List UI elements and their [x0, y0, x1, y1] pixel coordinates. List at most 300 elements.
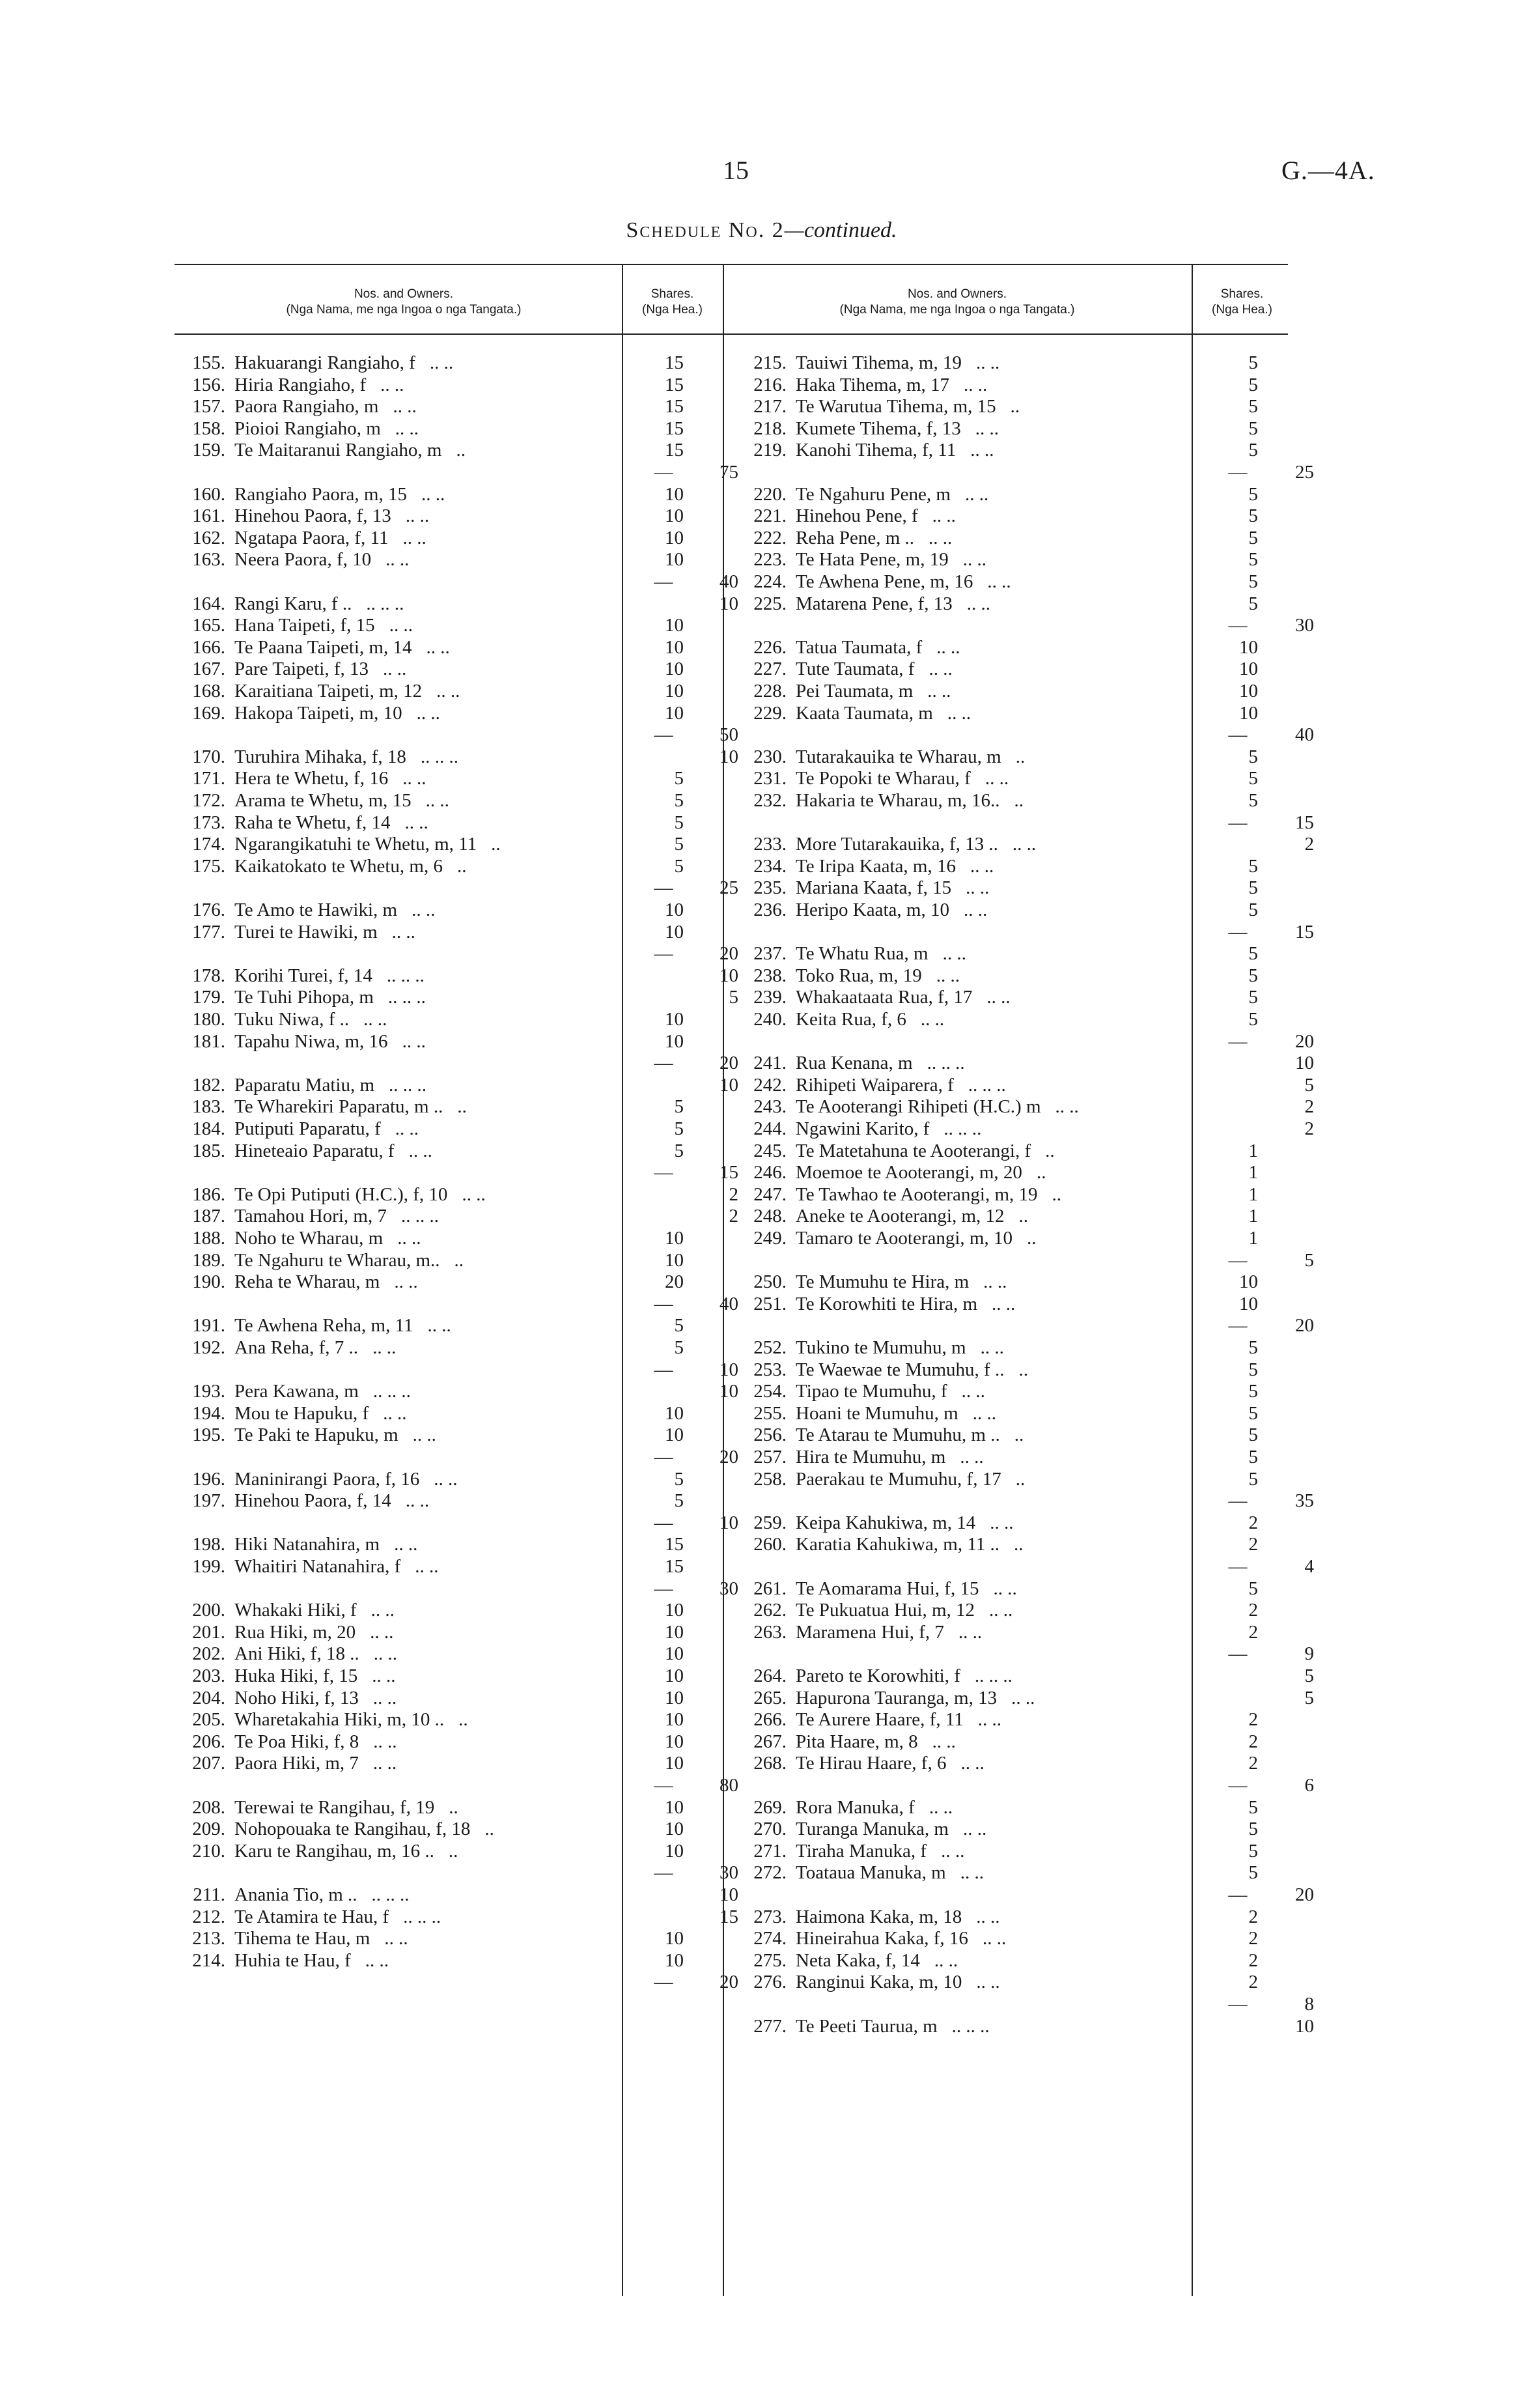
- owner-name-text: Te Paki te Hapuku, m: [234, 1424, 398, 1445]
- leader-dots: .. ..: [394, 1271, 418, 1292]
- owner-name: [796, 374, 987, 396]
- share-total: 10: [720, 965, 738, 986]
- leader-dots: .. ..: [966, 593, 991, 614]
- owner-name: [796, 1599, 1013, 1621]
- leader-dots: .. ..: [962, 549, 986, 570]
- leader-dots: .. ..: [372, 1688, 397, 1708]
- owner-name: [796, 1796, 953, 1819]
- share-value: 5: [1248, 484, 1258, 505]
- share-total: 25: [720, 877, 738, 898]
- share-value: 5: [1248, 375, 1258, 395]
- owner-name: [796, 483, 988, 505]
- owner-number: 270.: [753, 1819, 787, 1839]
- owner-name: [796, 1621, 982, 1643]
- leader-dots: .. ..: [408, 1140, 432, 1161]
- share-total: 5: [1304, 1250, 1314, 1271]
- leader-dots: .. ..: [425, 790, 449, 811]
- owner-name: [796, 899, 987, 921]
- owner-name: [796, 2015, 990, 2037]
- owner-name-text: Ngawini Karito, f: [796, 1118, 930, 1139]
- owner-number: 221.: [753, 505, 787, 526]
- share-value: 10: [665, 681, 684, 701]
- owner-number: 201.: [192, 1622, 225, 1643]
- subtotal-dash: —: [654, 1359, 673, 1380]
- subtotal-dash: —: [654, 1053, 673, 1073]
- subtotal-dash: —: [1228, 812, 1248, 833]
- leader-dots: .. ..: [964, 375, 988, 395]
- owner-number: 239.: [753, 987, 787, 1008]
- owner-number: 266.: [753, 1709, 787, 1730]
- owner-name-text: Heripo Kaata, m, 10: [796, 899, 949, 920]
- share-total: 10: [720, 1359, 738, 1380]
- owner-number: 234.: [753, 856, 787, 877]
- owner-number: 258.: [753, 1469, 787, 1490]
- owner-number: 275.: [753, 1950, 787, 1971]
- owner-number: 177.: [192, 922, 225, 942]
- owner-name: [234, 593, 404, 615]
- share-total: 2: [729, 1184, 738, 1205]
- owner-name-text: Te Korowhiti te Hira, m: [796, 1294, 978, 1314]
- share-value: 10: [665, 1841, 684, 1862]
- owner-number: 222.: [753, 528, 787, 548]
- owner-name-text: Huhia te Hau, f: [234, 1950, 351, 1971]
- owner-number: 251.: [753, 1294, 787, 1314]
- owner-name-text: Te Peeti Taurua, m: [796, 2016, 938, 2037]
- subtotal-dash: —: [654, 1162, 673, 1183]
- owner-number: 232.: [753, 790, 787, 811]
- owner-name: [796, 548, 986, 571]
- owners-header-label: Nos. and Owners.: [354, 287, 454, 301]
- owner-name: [234, 702, 440, 724]
- shares-header-maori: (Nga Hea.): [1212, 303, 1272, 317]
- owner-name-text: Hapurona Tauranga, m, 13: [796, 1688, 998, 1708]
- owner-name-text: Hinehou Pene, f: [796, 505, 918, 526]
- owner-name-text: Kanohi Tihema, f, 11: [796, 440, 957, 460]
- share-value: 10: [665, 615, 684, 636]
- owner-number: 189.: [192, 1250, 225, 1271]
- leader-dots: ..: [1014, 1424, 1024, 1445]
- owner-name: [796, 1927, 1006, 1949]
- owner-name-text: Noho Hiki, f, 13: [234, 1688, 359, 1708]
- share-value: 1: [1248, 1206, 1258, 1226]
- owner-number: 174.: [192, 834, 225, 855]
- owner-name: [234, 1402, 406, 1424]
- owner-name-text: Te Tuhi Pihopa, m: [234, 987, 374, 1008]
- owner-name-text: Rua Hiki, m, 20: [234, 1622, 356, 1643]
- leader-dots: .. .. ..: [974, 1665, 1013, 1686]
- owner-name-text: Pita Haare, m, 8: [796, 1731, 918, 1752]
- owner-name: [796, 1906, 1000, 1928]
- owner-number: 161.: [192, 505, 225, 526]
- subtotal-dash: —: [1228, 922, 1248, 942]
- share-value: 2: [1248, 1928, 1258, 1949]
- subtotal-dash: —: [654, 571, 673, 592]
- owner-name-text: Tatua Taumata, f: [796, 637, 923, 658]
- leader-dots: .. ..: [936, 637, 960, 658]
- owner-name-text: Tiraha Manuka, f: [796, 1841, 927, 1862]
- share-value: 5: [1248, 1009, 1258, 1030]
- leader-dots: .. .. ..: [371, 1884, 410, 1905]
- owner-name: [234, 1884, 410, 1906]
- share-value: 5: [674, 790, 684, 811]
- leader-dots: ..: [1015, 746, 1026, 767]
- leader-dots: .. ..: [365, 1950, 389, 1971]
- owner-name-text: Arama te Whetu, m, 15: [234, 790, 412, 811]
- owner-number: 159.: [192, 440, 225, 460]
- share-total: 15: [1295, 922, 1314, 942]
- subtotal-dash: —: [654, 724, 673, 745]
- share-value: 5: [1248, 440, 1258, 460]
- owner-name-text: Toko Rua, m, 19: [796, 965, 922, 986]
- share-value: 10: [665, 1928, 684, 1949]
- owner-number: 170.: [192, 746, 225, 767]
- owner-name-text: Mou te Hapuku, f: [234, 1403, 369, 1424]
- owner-name: [796, 942, 966, 965]
- owner-number: 167.: [192, 659, 225, 679]
- owner-name-text: Tapahu Niwa, m, 16: [234, 1031, 388, 1052]
- owner-name: [234, 1337, 396, 1359]
- owner-name-text: Hakopa Taipeti, m, 10: [234, 703, 402, 724]
- owner-number: 193.: [192, 1381, 225, 1402]
- owner-number: 269.: [753, 1797, 787, 1818]
- share-total: 5: [1304, 1075, 1314, 1096]
- leader-dots: .. ..: [394, 1534, 418, 1555]
- owner-name: [234, 746, 458, 768]
- share-value: 5: [1248, 549, 1258, 570]
- owner-name-text: Putiputi Paparatu, f: [234, 1118, 381, 1139]
- owner-number: 198.: [192, 1534, 225, 1555]
- share-value: 5: [1248, 571, 1258, 592]
- owner-name-text: Whakaki Hiki, f: [234, 1600, 357, 1621]
- share-total: 10: [1295, 2016, 1314, 2037]
- share-total: 2: [1304, 1118, 1314, 1139]
- owner-name-text: Pei Taumata, m: [796, 681, 914, 701]
- owner-name-text: Te Hirau Haare, f, 6: [796, 1753, 947, 1774]
- owner-number: 206.: [192, 1731, 225, 1752]
- owner-name-text: Hineirahua Kaka, f, 16: [796, 1928, 968, 1949]
- owner-number: 188.: [192, 1228, 225, 1249]
- leader-dots: .. ..: [932, 505, 956, 526]
- owner-name: [796, 1008, 944, 1030]
- leader-dots: .. ..: [942, 943, 966, 964]
- subtotal-dash: —: [1228, 1643, 1248, 1664]
- owner-name-text: Te Tawhao te Aooterangi, m, 19: [796, 1184, 1038, 1205]
- owner-name-text: Karaitiana Taipeti, m, 12: [234, 681, 423, 701]
- share-total: 30: [720, 1862, 738, 1883]
- owner-number: 212.: [192, 1906, 225, 1927]
- leader-dots: .. ..: [397, 1228, 421, 1249]
- share-value: 10: [665, 1709, 684, 1730]
- subtotal-dash: —: [654, 943, 673, 964]
- owner-name: [796, 833, 1036, 855]
- owner-name: [796, 1971, 1000, 1993]
- owner-name: [234, 1468, 458, 1490]
- share-value: 10: [665, 1643, 684, 1664]
- owner-name-text: Ana Reha, f, 7 ..: [234, 1337, 359, 1358]
- share-total: 50: [720, 724, 738, 745]
- leader-dots: .. .. ..: [387, 987, 426, 1008]
- share-value: 5: [1248, 768, 1258, 789]
- owner-number: 215.: [753, 352, 787, 373]
- owner-name: [234, 483, 445, 505]
- owner-name-text: Pare Taipeti, f, 13: [234, 659, 369, 679]
- leader-dots: .. ..: [985, 768, 1009, 789]
- owner-name: [796, 855, 994, 877]
- owner-name-text: Tutarakauika te Wharau, m: [796, 746, 1001, 767]
- leader-dots: .. ..: [941, 1841, 965, 1862]
- leader-dots: .. ..: [964, 484, 989, 505]
- share-value: 1: [1248, 1184, 1258, 1205]
- owner-name: [796, 1512, 1014, 1534]
- owner-number: 265.: [753, 1688, 787, 1708]
- subtotal-dash: —: [654, 1972, 673, 1992]
- owner-name: [796, 986, 1011, 1008]
- owner-name-text: Hiki Natanahira, m: [234, 1534, 380, 1555]
- share-value: 10: [665, 1753, 684, 1774]
- share-value: 5: [674, 1140, 684, 1161]
- owner-number: 242.: [753, 1075, 787, 1096]
- owner-name-text: Te Aurere Haare, f, 11: [796, 1709, 964, 1730]
- owner-name-text: Hera te Whetu, f, 16: [234, 768, 389, 789]
- share-value: 10: [665, 1403, 684, 1424]
- leader-dots: .. .. ..: [943, 1118, 982, 1139]
- owner-number: 176.: [192, 899, 225, 920]
- share-value: 5: [1248, 790, 1258, 811]
- owner-name-text: Ani Hiki, f, 18 ..: [234, 1643, 359, 1664]
- share-total: 40: [1295, 724, 1314, 745]
- owner-name-text: Hakuarangi Rangiaho, f: [234, 352, 415, 373]
- share-value: 5: [1248, 1862, 1258, 1883]
- owner-name-text: Te Atarau te Mumuhu, m ..: [796, 1424, 1000, 1445]
- owner-name-text: Paparatu Matiu, m: [234, 1075, 375, 1096]
- owner-name-text: Hinehou Paora, f, 13: [234, 505, 391, 526]
- owner-name: [234, 1490, 429, 1512]
- owner-name-text: Neera Paora, f, 10: [234, 549, 372, 570]
- owner-name: [234, 1205, 439, 1227]
- subtotal-dash: —: [1228, 1250, 1248, 1271]
- leader-dots: .. .. ..: [951, 2016, 990, 2037]
- subtotal-dash: —: [1228, 615, 1248, 636]
- leader-dots: .. ..: [932, 1731, 956, 1752]
- owner-name: [234, 439, 466, 461]
- subtotal-dash: —: [654, 877, 673, 898]
- owner-name-text: Te Atamira te Hau, f: [234, 1906, 389, 1927]
- owner-number: 271.: [753, 1841, 787, 1862]
- share-value: 10: [665, 1424, 684, 1445]
- share-total: 25: [1295, 462, 1314, 483]
- leader-dots: .. ..: [992, 1294, 1016, 1314]
- owner-name: [234, 1271, 418, 1293]
- share-value: 10: [665, 1731, 684, 1752]
- leader-dots: ..: [491, 834, 501, 855]
- owners-header-maori: (Nga Nama, me nga Ingoa o nga Tangata.): [839, 303, 1075, 317]
- owner-number: 245.: [753, 1140, 787, 1161]
- owner-name-text: Te Wharekiri Paparatu, m ..: [234, 1096, 443, 1117]
- owner-name: [234, 1074, 426, 1096]
- owner-number: 226.: [753, 637, 787, 658]
- share-value: 20: [665, 1271, 684, 1292]
- owner-name: [234, 1687, 397, 1709]
- schedule-continued: —continued.: [784, 218, 897, 242]
- leader-dots: .. ..: [421, 484, 445, 505]
- owner-number: 262.: [753, 1600, 787, 1621]
- leader-dots: .. ..: [982, 1928, 1007, 1949]
- share-value: 5: [1248, 987, 1258, 1008]
- owner-name: [796, 1752, 985, 1774]
- share-value: 15: [665, 396, 684, 417]
- share-value: 5: [1248, 877, 1258, 898]
- owner-number: 191.: [192, 1315, 225, 1336]
- share-total: 10: [720, 1884, 738, 1905]
- share-value: 10: [665, 703, 684, 724]
- owner-name-text: Korihi Turei, f, 14: [234, 965, 372, 986]
- owner-name: [796, 1862, 984, 1884]
- share-total: 2: [1304, 1096, 1314, 1117]
- owner-name: [234, 1533, 417, 1555]
- owner-name-text: Te Pukuatua Hui, m, 12: [796, 1600, 975, 1621]
- leader-dots: ..: [454, 1250, 464, 1271]
- share-total: 9: [1304, 1643, 1314, 1664]
- leader-dots: ..: [1015, 1469, 1026, 1490]
- share-value: 10: [665, 922, 684, 942]
- share-value: 5: [1248, 593, 1258, 614]
- owner-number: 220.: [753, 484, 787, 505]
- subtotal-dash: —: [1228, 1315, 1248, 1336]
- owner-name-text: Te Matetahuna te Aooterangi, f: [796, 1140, 1031, 1161]
- share-total: 10: [720, 593, 738, 614]
- subtotal-dash: —: [654, 1578, 673, 1599]
- owner-name: [796, 1140, 1055, 1162]
- leader-dots: .. ..: [426, 637, 450, 658]
- share-value: 1: [1248, 1228, 1258, 1249]
- owner-number: 178.: [192, 965, 225, 986]
- share-total: 15: [720, 1162, 738, 1183]
- subtotal-dash: —: [654, 1294, 673, 1314]
- leader-dots: .. ..: [372, 1665, 396, 1686]
- leader-dots: .. ..: [961, 1381, 985, 1402]
- owner-number: 254.: [753, 1381, 787, 1402]
- leader-dots: .. ..: [383, 1403, 407, 1424]
- share-value: 2: [1248, 1972, 1258, 1992]
- owner-name: [234, 527, 426, 549]
- owner-name: [234, 1796, 458, 1819]
- owner-name: [234, 1314, 451, 1337]
- owner-name: [796, 571, 1011, 593]
- share-value: 5: [1248, 396, 1258, 417]
- owner-name-text: Rangi Karu, f ..: [234, 593, 352, 614]
- owner-name-text: Te Awhena Pene, m, 16: [796, 571, 973, 592]
- owner-name-text: Toataua Manuka, m: [796, 1862, 946, 1883]
- share-total: 10: [720, 1512, 738, 1533]
- share-total: 20: [1295, 1031, 1314, 1052]
- share-value: 10: [665, 1228, 684, 1249]
- owner-name-text: Whaitiri Natanahira, f: [234, 1556, 401, 1577]
- owner-name-text: Te Awhena Reha, m, 11: [234, 1315, 413, 1336]
- owner-number: 163.: [192, 549, 225, 570]
- share-value: 5: [1248, 746, 1258, 767]
- owner-name: [234, 1818, 494, 1840]
- share-total: 20: [1295, 1884, 1314, 1905]
- owner-name-text: Karu te Rangihau, m, 16 ..: [234, 1841, 434, 1862]
- owner-name: [234, 1030, 426, 1053]
- owner-number: 186.: [192, 1184, 225, 1205]
- owner-name: [796, 1687, 1035, 1709]
- leader-dots: .. ..: [385, 549, 410, 570]
- owner-number: 208.: [192, 1797, 225, 1818]
- share-value: 10: [665, 659, 684, 679]
- share-value: 5: [1248, 528, 1258, 548]
- owners-header-label: Nos. and Owners.: [907, 287, 1007, 301]
- share-value: 2: [1248, 1512, 1258, 1533]
- owner-number: 180.: [192, 1009, 225, 1030]
- owner-number: 219.: [753, 440, 787, 460]
- owner-name-text: Tute Taumata, f: [796, 659, 915, 679]
- owner-number: 202.: [192, 1643, 225, 1664]
- leader-dots: .. ..: [370, 1622, 394, 1643]
- owner-number: 250.: [753, 1271, 787, 1292]
- owner-name-text: Te Ngahuru Pene, m: [796, 484, 951, 505]
- owner-name: [234, 1906, 441, 1928]
- owner-number: 223.: [753, 549, 787, 570]
- leader-dots: .. ..: [962, 1819, 987, 1839]
- leader-dots: .. ..: [958, 1622, 983, 1643]
- owner-number: 171.: [192, 768, 225, 789]
- owner-name-text: Rangiaho Paora, m, 15: [234, 484, 407, 505]
- share-total: 10: [720, 746, 738, 767]
- leader-dots: ..: [457, 1096, 467, 1117]
- owner-name: [234, 1096, 467, 1118]
- share-total: 10: [1295, 1053, 1314, 1073]
- owner-number: 211.: [193, 1884, 225, 1905]
- share-value: 5: [1248, 1424, 1258, 1445]
- owner-number: 166.: [192, 637, 225, 658]
- right-shares-divider: [1192, 264, 1193, 2296]
- share-value: 5: [674, 856, 684, 877]
- owner-name-text: Te Waewae te Mumuhu, f ..: [796, 1359, 1005, 1380]
- owner-number: 252.: [753, 1337, 787, 1358]
- owner-name: [234, 1621, 393, 1643]
- share-total: 8: [1304, 1994, 1314, 2015]
- owner-name-text: Haka Tihema, m, 17: [796, 375, 950, 395]
- owner-name: [796, 658, 953, 680]
- owner-number: 227.: [753, 659, 787, 679]
- subtotal-dash: —: [654, 1512, 673, 1533]
- owner-number: 181.: [192, 1031, 225, 1052]
- share-value: 5: [1248, 1381, 1258, 1402]
- owner-name-text: Te Popoki te Wharau, f: [796, 768, 971, 789]
- leader-dots: ..: [448, 1841, 458, 1862]
- share-value: 5: [1248, 1337, 1258, 1358]
- share-total: 15: [720, 1906, 738, 1927]
- subtotal-dash: —: [1228, 724, 1248, 745]
- owner-number: 160.: [192, 484, 225, 505]
- owner-name-text: Paora Rangiaho, m: [234, 396, 379, 417]
- share-value: 10: [1239, 659, 1258, 679]
- share-total: 2: [1304, 834, 1314, 855]
- owner-name: [796, 505, 956, 527]
- share-value: 5: [1248, 899, 1258, 920]
- share-value: 5: [674, 1469, 684, 1490]
- owner-name-text: Te Mumuhu te Hira, m: [796, 1271, 970, 1292]
- owner-number: 214.: [192, 1950, 225, 1971]
- owner-number: 164.: [192, 593, 225, 614]
- leader-dots: .. ..: [434, 1469, 458, 1490]
- share-total: 35: [1295, 1490, 1314, 1511]
- owner-number: 182.: [192, 1075, 225, 1096]
- leader-dots: .. ..: [927, 681, 951, 701]
- leader-dots: ..: [1010, 396, 1020, 417]
- share-total: 20: [1295, 1315, 1314, 1336]
